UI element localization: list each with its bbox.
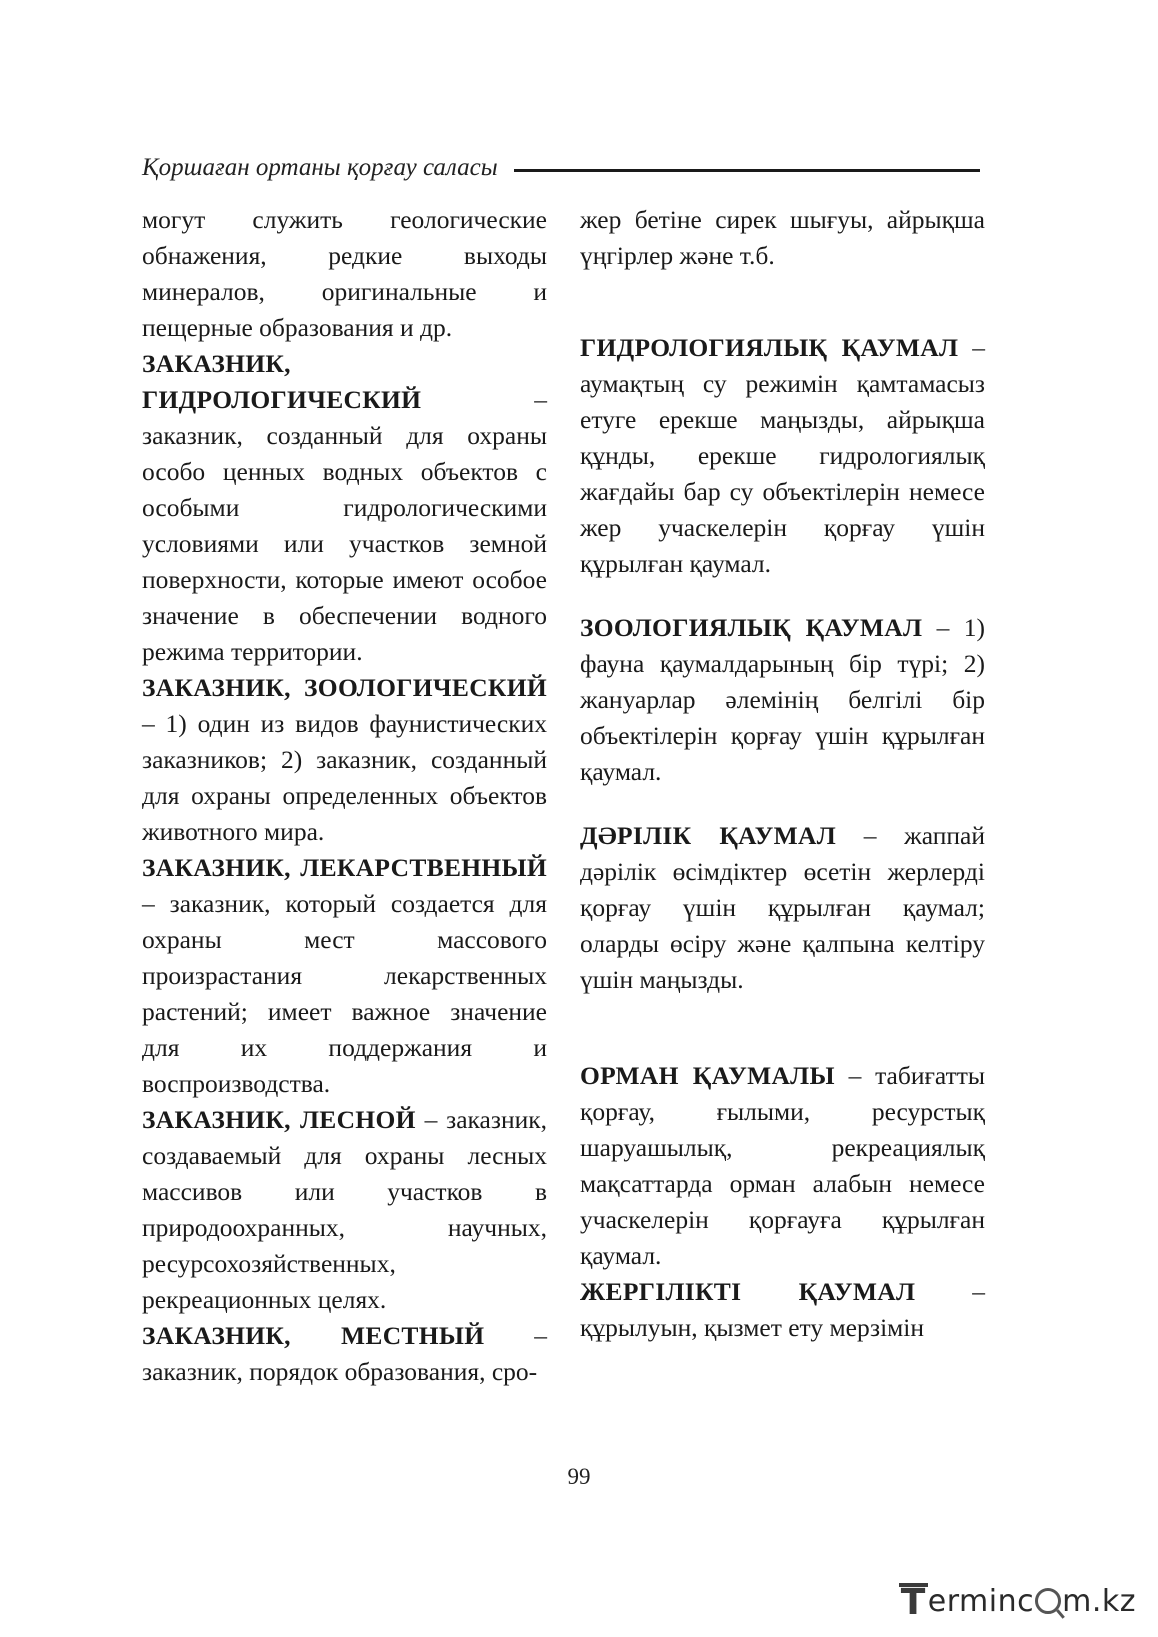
entry-zakaznik-gidrologicheskiy (142, 346, 547, 670)
entry-term: ДӘРІЛІК ҚАУМАЛ (580, 821, 837, 850)
entry-term: ЗООЛОГИЯЛЫҚ ҚАУМАЛ (580, 613, 923, 642)
entry-term: ЗАКАЗНИК, ЛЕСНОЙ (142, 1105, 416, 1134)
entry-text: – 1) один из видов фаунистических заказников; 2) заказник, созданный для охраны определенных объектов животного мира. (142, 709, 547, 846)
entry-term: ЗАКАЗНИК, МЕСТНЫЙ (142, 1321, 485, 1350)
entry-term: ЖЕРГІЛІКТІ ҚАУМАЛ (580, 1277, 916, 1306)
entry-darilik-qaumal (580, 818, 985, 998)
entry-text: могут служить геологические обнажения, редкие выходы минералов, оригинальные и пещерные образования и др. (142, 205, 547, 342)
entry-term: ГИДРОЛОГИЯЛЫҚ ҚАУМАЛ (580, 333, 959, 362)
entry-text: – табиғатты қорғау, ғылыми, ресурстық шаруашылық, рекреациялық мақсаттарда орман алабын немесе учаскелерін қорғауға құрылған қаумал. (580, 1061, 986, 1270)
header-rule (514, 169, 980, 172)
watermark-t: T (900, 1582, 926, 1623)
entry-text: – заказник, создаваемый для охраны лесных массивов или участков в природоохранных, научных, ресурсохозяйственных, рекреационных целях. (142, 1105, 547, 1314)
entry-continuation (580, 202, 985, 274)
entry-text: – заказник, порядок образования, сро- (142, 1321, 548, 1386)
entry-zakaznik-lesnoy (142, 1102, 547, 1318)
watermark-text-1: erminc (927, 1583, 1035, 1619)
entry-zakaznik-zoologicheskiy (142, 670, 547, 850)
entry-gidrologiyalyq-qaumal (580, 330, 985, 582)
entry-zhergilikti-qaumal (580, 1274, 985, 1346)
entry-continuation (142, 202, 547, 346)
entry-orman-qaumaly (580, 1058, 985, 1274)
left-column (142, 202, 547, 1390)
watermark-logo (899, 1582, 1136, 1623)
entry-text: – заказник, созданный для охраны особо ценных водных объектов с особыми гидрологическими условиями или участков земной поверхности, которые имеют особое значение в обеспечении водного режима территории. (142, 385, 547, 666)
watermark-text-2: m.kz (1062, 1583, 1136, 1619)
entry-zakaznik-mestnyy (142, 1318, 547, 1390)
entry-text: – аумақтың су режимін қамтамасыз етуге ерекше маңызды, айрықша құнды, ерекше гидрологиялық жағдайы бар су объектілерін немесе жер учаскелерін қорғау үшін құрылған қаумал. (580, 333, 986, 578)
entry-zoologiyalyq-qaumal (580, 610, 985, 790)
page-number: 99 (567, 1464, 591, 1489)
entry-text: – құрылуын, қызмет ету мерзімін (580, 1277, 985, 1342)
entry-text: – жаппай дәрілік өсімдіктер өсетін жерлерді қорғау үшін құрылған қаумал; оларды өсіру және қалпына келтіру үшін маңызды. (580, 821, 986, 994)
entry-text: – заказник, который создается для охраны мест массового произрастания лекарственных растений; имеет важное значение для их поддержания и воспроизводства. (142, 889, 547, 1098)
entry-term: ОРМАН ҚАУМАЛЫ (580, 1061, 835, 1090)
running-header-title: Қоршаған ортаны қорғау саласы (142, 154, 498, 181)
entry-text: жер бетіне сирек шығуы, айрықша үңгірлер және т.б. (580, 205, 985, 270)
right-column (580, 202, 985, 1346)
entry-text: – 1) фауна қаумалдарының бір түрі; 2) жануарлар әлемінің белгілі бір объектілерін қорғау үшін құрылған қаумал. (580, 613, 985, 786)
magnifier-icon (1035, 1588, 1061, 1614)
entry-term: ЗАКАЗНИК, ЛЕКАРСТВЕННЫЙ (142, 853, 547, 882)
entry-term: ЗАКАЗНИК, ЗООЛОГИЧЕСКИЙ (142, 673, 547, 702)
running-header (142, 148, 980, 188)
entry-term: ЗАКАЗНИК, ГИДРОЛОГИЧЕСКИЙ (142, 349, 422, 414)
entry-zakaznik-lekarstvennyy (142, 850, 547, 1102)
